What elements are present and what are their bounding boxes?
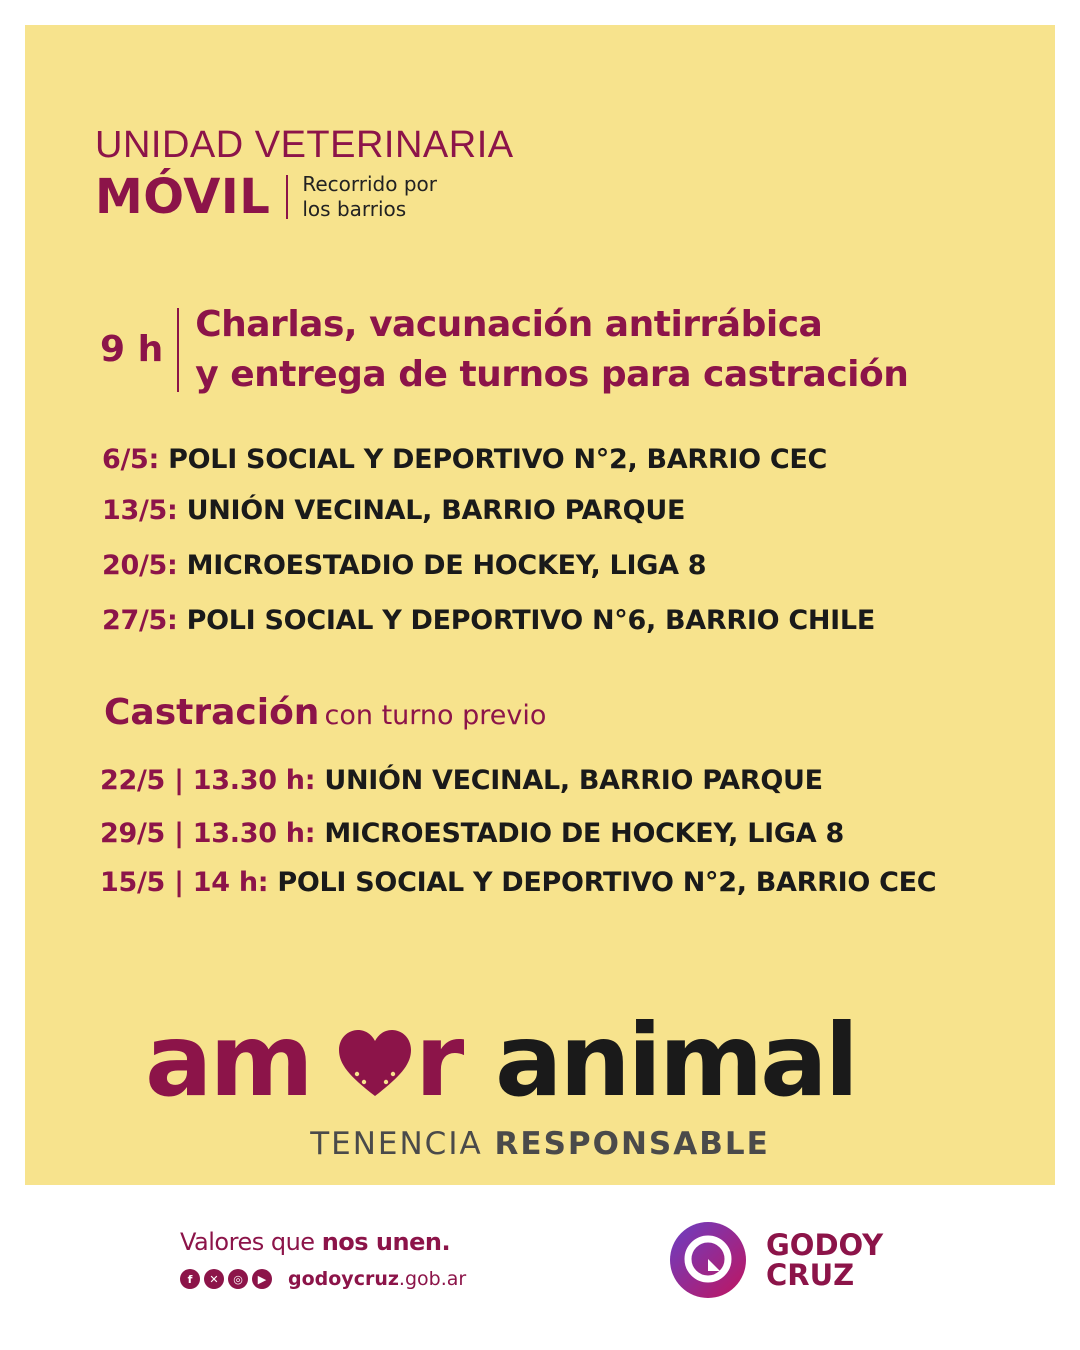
schedule-place: POLI SOCIAL Y DEPORTIVO N°6, BARRIO CHILE [186,605,875,636]
castration-heading [104,692,546,733]
schedule-item [102,497,685,524]
castration-date: 15/5 | 14 h: [100,867,269,898]
godoy-cruz-logo-icon [668,1220,748,1300]
title-movil: MÓVIL [95,169,271,225]
schedule-date: 27/5: [102,605,178,636]
schedule-place: POLI SOCIAL Y DEPORTIVO N°2, BARRIO CEC [168,444,828,475]
talks-description-line-2: y entrega de turnos para castración [195,353,909,395]
facebook-icon[interactable]: f [180,1269,200,1289]
talks-description [195,300,908,399]
social-links [180,1268,466,1290]
castration-item [100,869,936,896]
brand-name [766,1227,884,1292]
logo-word-amor: am [145,1002,311,1110]
slogan-light: Valores que [180,1228,315,1256]
castration-title: Castración [104,692,320,733]
talks-description-line-1: Charlas, vacunación antirrábica [195,304,823,345]
talks-block [100,300,908,399]
castration-place: POLI SOCIAL Y DEPORTIVO N°2, BARRIO CEC [277,867,937,898]
site-bold: godoycruz [288,1268,399,1290]
schedule-place: UNIÓN VECINAL, BARRIO PARQUE [186,495,686,526]
brand-line-1: GODOY [766,1227,884,1262]
site-light: .gob.ar [398,1268,467,1290]
subtitle-line-1: Recorrido por [302,172,438,196]
brand-line-2: CRUZ [766,1258,855,1292]
poster-header [95,124,514,225]
schedule-date: 20/5: [102,550,178,581]
footer-slogan [180,1228,466,1256]
footer-slogan-block [180,1228,466,1290]
logo-word-animal: animal [495,1002,856,1110]
amor-animal-logo [145,1000,945,1110]
castration-subtitle: con turno previo [324,700,547,731]
title-unidad-veterinaria: UNIDAD VETERINARIA [95,124,514,166]
heart-paw-icon [339,1030,411,1096]
youtube-icon[interactable]: ▶ [252,1269,272,1289]
godoy-cruz-brand [668,1220,883,1300]
website-link[interactable] [288,1268,466,1290]
title-subtitle [302,172,437,222]
x-icon[interactable]: ✕ [204,1269,224,1289]
title-divider [286,175,288,219]
schedule-date: 6/5: [102,444,160,475]
schedule-item [102,552,706,579]
schedule-place: MICROESTADIO DE HOCKEY, LIGA 8 [186,550,707,581]
title-row [95,169,514,225]
schedule-item [102,446,827,473]
schedule-item [102,607,875,634]
instagram-icon[interactable]: ◎ [228,1269,248,1289]
castration-place: UNIÓN VECINAL, BARRIO PARQUE [324,765,823,796]
castration-place: MICROESTADIO DE HOCKEY, LIGA 8 [324,818,844,849]
slogan-bold: nos unen. [321,1228,451,1256]
castration-date: 29/5 | 13.30 h: [100,818,316,849]
subtitle-line-2: los barrios [302,197,407,221]
tagline-light: TENENCIA [310,1126,483,1162]
tagline-bold: RESPONSABLE [494,1126,770,1162]
castration-item [100,767,823,794]
logo-word-amor-end: r [415,1002,465,1110]
talks-time: 9 h [100,329,164,371]
campaign-tagline [0,1126,1080,1162]
castration-item [100,820,844,847]
talks-divider [177,308,179,392]
schedule-date: 13/5: [102,495,178,526]
castration-date: 22/5 | 13.30 h: [100,765,316,796]
